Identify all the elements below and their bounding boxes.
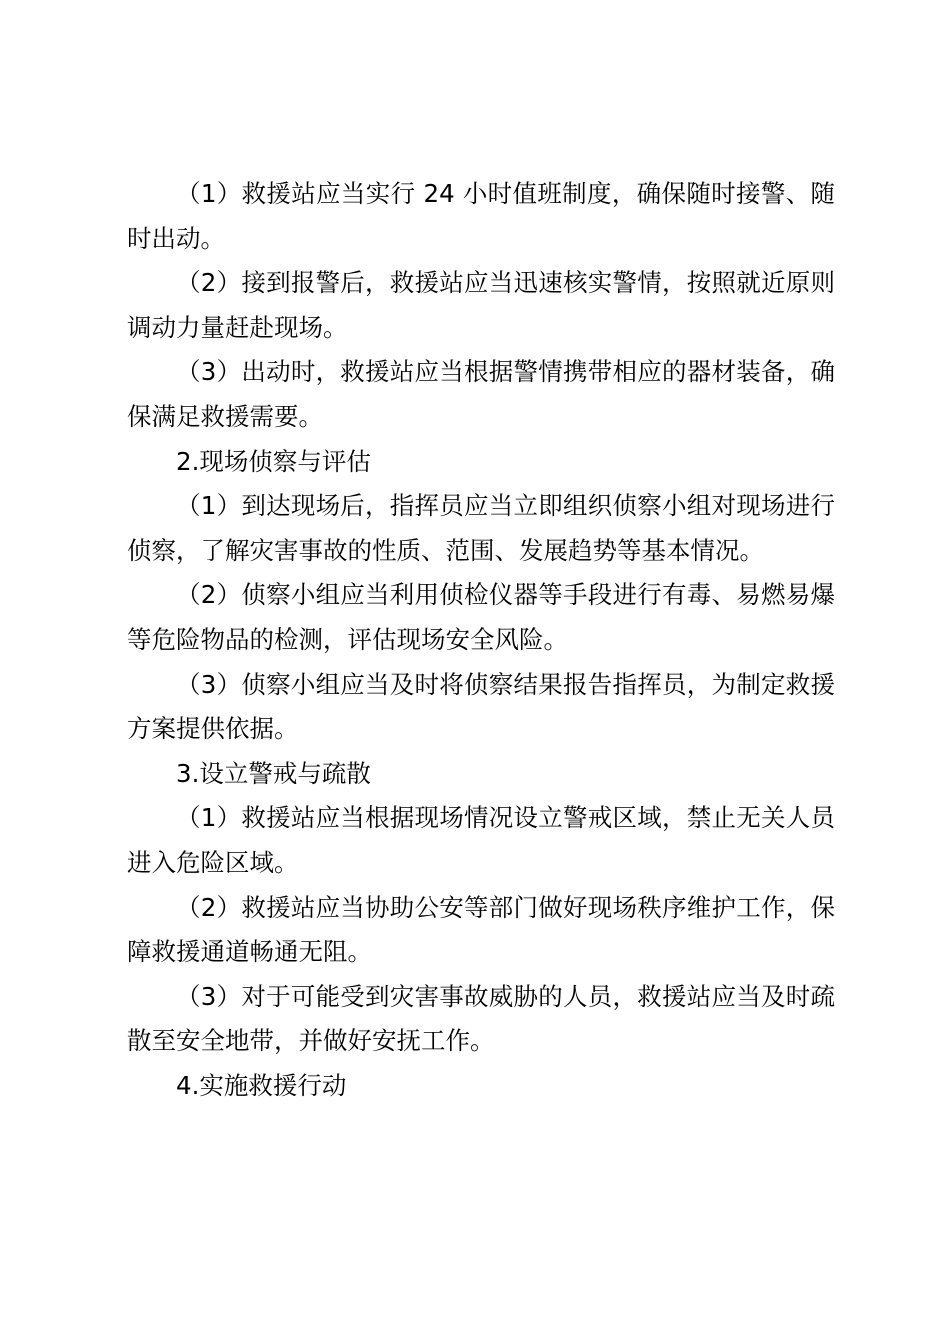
- document-body: [127, 172, 835, 1108]
- paragraph-report-results: （3）侦察小组应当及时将侦察结果报告指挥员，为制定救援方案提供依据。: [127, 669, 835, 744]
- section-heading-cordon-evacuation: 3.设立警戒与疏散: [176, 758, 371, 788]
- paragraph-evacuate-people: （3）对于可能受到灾害事故威胁的人员，救援站应当及时疏散至安全地带，并做好安抚工作。: [127, 981, 835, 1056]
- section-heading-rescue-action: 4.实施救援行动: [176, 1070, 347, 1100]
- paragraph-organize-recon: （1）到达现场后，指挥员应当立即组织侦察小组对现场进行侦察，了解灾害事故的性质、范围、发展趋势等基本情况。: [127, 491, 835, 565]
- paragraph-carry-equipment: （3）出动时，救援站应当根据警情携带相应的器材装备，确保满足救援需要。: [127, 357, 835, 431]
- paragraph-verify-alarm: （2）接到报警后，救援站应当迅速核实警情，按照就近原则调动力量赶赴现场。: [127, 268, 835, 342]
- paragraph-duty-system: （1）救援站应当实行 24 小时值班制度，确保随时接警、随时出动。: [127, 179, 835, 253]
- paragraph-maintain-order: （2）救援站应当协助公安等部门做好现场秩序维护工作，保障救援通道畅通无阻。: [127, 892, 835, 967]
- paragraph-set-cordon: （1）救援站应当根据现场情况设立警戒区域，禁止无关人员进入危险区域。: [127, 803, 835, 877]
- paragraph-hazard-detection: （2）侦察小组应当利用侦检仪器等手段进行有毒、易燃易爆等危险物品的检测，评估现场安全风险。: [127, 580, 835, 654]
- section-heading-reconnaissance: 2.现场侦察与评估: [176, 446, 371, 476]
